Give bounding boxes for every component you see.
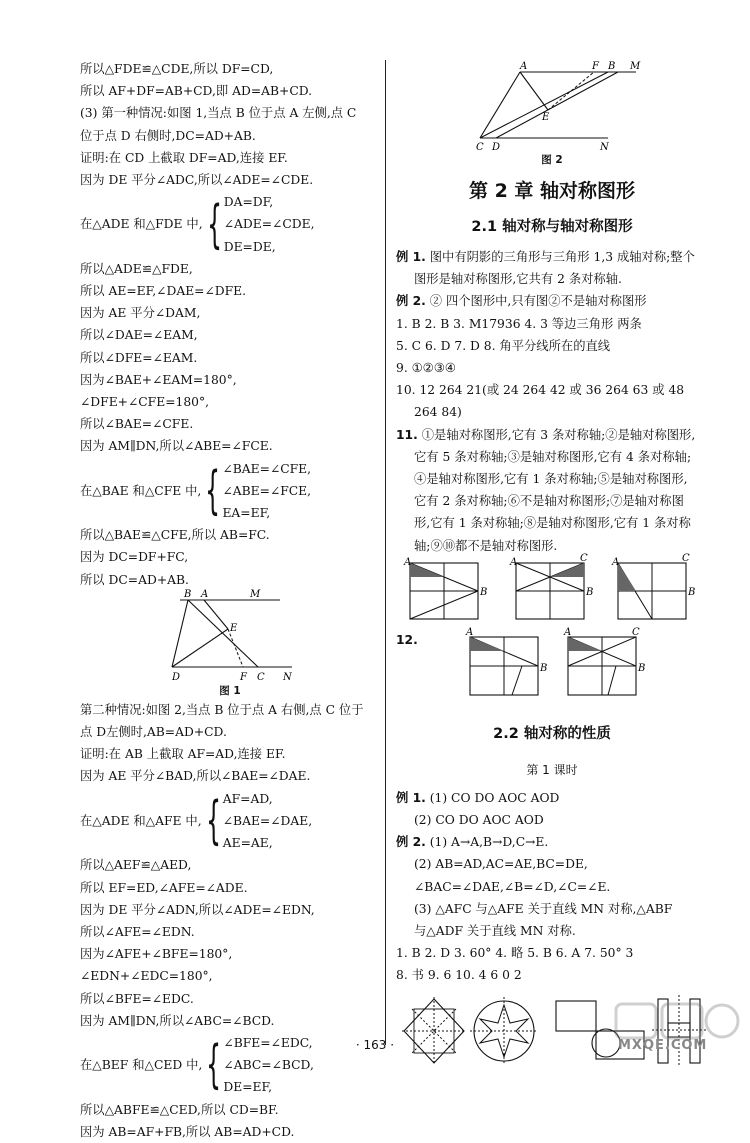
point-label: A [612, 556, 620, 568]
condition-item: DE=DE, [223, 239, 276, 254]
condition-item: ∠BFE=∠EDC, [223, 1035, 313, 1050]
text-line: (2) AB=AD,AC=AE,BC=DE, [414, 857, 588, 872]
column-divider [385, 60, 386, 1045]
square-diagram [465, 627, 547, 695]
text-line: 位于点 D 右侧时,DC=AD+AB. [80, 128, 256, 143]
condition-item: ∠BAE=∠DAE, [222, 813, 313, 828]
text-line: 所以 DC=AD+AB. [80, 572, 189, 587]
answer-label: 12. [396, 632, 418, 647]
text-line: (1) A→A,B→D,C→E. [429, 835, 549, 850]
point-label: A [563, 626, 572, 638]
text-line: 证明:在 CD 上截取 DF=AD,连接 EF. [80, 150, 288, 165]
condition-intro: 在△BEF 和△CED 中, [80, 1058, 203, 1073]
text-line: ∠DFE+∠CFE=180°, [80, 395, 210, 410]
text-line: ∠BAC=∠DAE,∠B=∠D,∠C=∠E. [414, 879, 611, 894]
figure-1 [80, 588, 380, 683]
text-line: (1) CO DO AOC AOD [429, 790, 560, 805]
section-title: 2.1 轴对称与轴对称图形 [471, 219, 633, 235]
point-label: B [586, 586, 594, 598]
text-line: 轴;⑨⑩都不是轴对称图形. [414, 538, 558, 553]
text-line: 所以△AEF≌△AED, [80, 858, 192, 873]
text-line: 形,它有 1 条对称轴;⑧是轴对称图形,它有 1 条对称 [414, 516, 691, 531]
text-line: (2) CO DO AOC AOD [414, 813, 544, 828]
text-line: 所以△ABFE≌△CED,所以 CD=BF. [80, 1102, 279, 1117]
text-line: 证明:在 AB 上截取 AF=AD,连接 EF. [80, 747, 286, 762]
text-line: 所以∠DAE=∠EAM, [80, 328, 198, 343]
point-label: F [592, 61, 599, 72]
condition-item: EA=EF, [222, 506, 271, 521]
text-line: 所以△BAE≌△CFE,所以 AB=FC. [80, 528, 270, 543]
point-label: C [476, 142, 484, 153]
watermark-text: MXQE.COM [618, 1038, 708, 1053]
text-line: 第二种情况:如图 2,当点 B 位于点 A 右侧,点 C 位于 [80, 702, 364, 717]
condition-intro: 在△ADE 和△AFE 中, [80, 813, 202, 828]
point-label: A [510, 556, 518, 568]
brace-icon: { [206, 194, 222, 255]
point-label: F [240, 671, 247, 683]
point-label: B [608, 61, 616, 72]
condition-group [80, 458, 380, 525]
condition-item: ∠BAE=∠CFE, [222, 461, 312, 476]
point-label: B [688, 586, 696, 598]
brace-icon: { [206, 1035, 222, 1096]
text-line: 所以 EF=ED,∠AFE=∠ADE. [80, 880, 248, 895]
condition-group [80, 191, 380, 258]
example-label: 例 2. [396, 294, 426, 309]
figure-caption: 图 1 [219, 684, 241, 697]
text-line: 因为 AE 平分∠BAD,所以∠BAE=∠DAE. [80, 769, 311, 784]
diamond-figure [402, 997, 466, 1065]
answer-line: 264 84) [414, 405, 462, 420]
square-diagram [563, 627, 645, 695]
text-line: 因为 DE 平分∠ADC,所以∠ADE=∠CDE. [80, 173, 314, 188]
right-column [396, 60, 708, 1069]
text-line: 因为 DE 平分∠ADN,所以∠ADE=∠EDN, [80, 902, 315, 917]
point-label: C [631, 626, 640, 638]
answer-line: 1. B 2. D 3. 60° 4. 略 5. B 6. A 7. 50° 3 [396, 946, 634, 961]
point-label: C [580, 552, 588, 564]
text-line: 因为 DC=DF+FC, [80, 550, 189, 565]
point-label: E [230, 622, 238, 634]
text-line: ④是轴对称图形,它有 1 条对称轴;⑤是轴对称图形, [414, 472, 688, 487]
condition-item: ∠ADE=∠CDE, [223, 217, 315, 232]
figure-2 [396, 60, 708, 153]
text-line: 与△ADF 关于直线 MN 对称. [414, 924, 576, 939]
text-line: 因为∠AFE+∠BFE=180°, [80, 947, 233, 962]
text-line: ①是轴对称图形,它有 3 条对称轴;②是轴对称图形, [421, 427, 696, 442]
point-label: E [542, 112, 550, 123]
condition-item: DA=DF, [223, 195, 274, 210]
text-line: 因为 AM∥DN,所以∠ABC=∠BCD. [80, 1013, 275, 1028]
condition-intro: 在△BAE 和△CFE 中, [80, 483, 202, 498]
point-label: B [539, 662, 548, 674]
square-diagram [403, 557, 487, 619]
answer-12-row [396, 626, 708, 705]
page-number: · 163 · [355, 1038, 395, 1052]
condition-intro: 在△ADE 和△FDE 中, [80, 217, 203, 232]
point-label: B [184, 588, 192, 600]
condition-item: AF=AD, [222, 791, 273, 806]
condition-item: ∠ABE=∠FCE, [222, 483, 312, 498]
point-label: M [250, 588, 261, 600]
point-label: A [201, 588, 209, 600]
point-label: B [480, 586, 488, 598]
text-line: 图形是轴对称图形,它共有 2 条对称轴. [414, 272, 622, 287]
brace-icon: { [205, 790, 221, 851]
text-line: 所以△FDE≌△CDE,所以 DF=CD, [80, 62, 274, 76]
text-line: ∠EDN+∠EDC=180°, [80, 969, 213, 984]
point-label: B [637, 662, 646, 674]
point-label: C [257, 671, 265, 683]
condition-item: AE=AE, [222, 836, 273, 851]
condition-group [80, 788, 380, 855]
condition-item: ∠ABC=∠BCD, [223, 1058, 314, 1073]
chapter-title: 第 2 章 轴对称图形 [468, 180, 636, 202]
text-line: 所以∠BFE=∠EDC. [80, 991, 194, 1006]
example-label: 例 1. [396, 790, 426, 805]
square-diagram [509, 553, 593, 619]
text-line: 它有 5 条对称轴;③是轴对称图形,它有 4 条对称轴; [414, 449, 692, 464]
point-label: N [283, 671, 292, 683]
figure-caption: 图 2 [541, 154, 563, 166]
text-line: 点 D左侧时,AB=AD+CD. [80, 725, 227, 740]
star-circle-figure [470, 997, 538, 1065]
example-label: 例 1. [396, 250, 426, 264]
brace-icon: { [205, 460, 221, 521]
squares-figure [418, 626, 698, 705]
squares-figure [396, 552, 708, 629]
point-label: A [404, 556, 412, 568]
example-label: 例 2. [396, 835, 426, 850]
condition-item: DE=EF, [223, 1080, 273, 1095]
left-column [80, 58, 380, 1143]
text-line: 因为 AB=AF+FB,所以 AB=AD+CD. [80, 1124, 295, 1139]
text-line: 所以△ADE≌△FDE, [80, 261, 193, 276]
text-line: 所以∠AFE=∠EDN. [80, 924, 195, 939]
answer-line: 8. 书 9. 6 10. 4 6 0 2 [396, 968, 522, 983]
point-label: M [630, 61, 641, 72]
text-line: 它有 2 条对称轴;⑥不是轴对称图形;⑦是轴对称图 [414, 494, 684, 509]
point-label: D [172, 671, 181, 683]
point-label: C [682, 552, 690, 564]
text-line: 所以 AF+DF=AB+CD,即 AD=AB+CD. [80, 84, 313, 99]
text-line: 因为∠BAE+∠EAM=180°, [80, 372, 237, 387]
point-label: N [600, 142, 609, 153]
text-line: ② 四个图形中,只有图②不是轴对称图形 [429, 294, 647, 309]
lesson-title: 第 1 课时 [526, 762, 578, 777]
point-label: D [492, 142, 501, 153]
point-label: A [465, 626, 474, 638]
text-line: 所以∠DFE=∠EAM. [80, 350, 198, 365]
section-title: 2.2 轴对称的性质 [493, 725, 611, 742]
answer-label: 11. [396, 427, 418, 442]
answer-line: 1. B 2. B 3. M17936 4. 3 等边三角形 两条 [396, 316, 642, 331]
answer-line: 5. C 6. D 7. D 8. 角平分线所在的直线 [396, 338, 611, 353]
answer-line: 10. 12 264 21(或 24 264 42 或 36 264 63 或 48 [396, 383, 685, 398]
text-line: 因为 AM∥DN,所以∠ABE=∠FCE. [80, 439, 273, 454]
text-line: 所以 AE=EF,∠DAE=∠DFE. [80, 284, 247, 299]
answer-line: 9. ①②③④ [396, 361, 456, 376]
text-line: (3) △AFC 与△AFE 关于直线 MN 对称,△ABF [414, 901, 673, 916]
text-line: 因为 AE 平分∠DAM, [80, 306, 201, 321]
text-line: 图中有阴影的三角形与三角形 1,3 成轴对称;整个 [429, 250, 695, 264]
square-diagram [611, 553, 695, 619]
point-label: A [520, 61, 528, 72]
text-line: 所以∠BAE=∠CFE. [80, 417, 194, 432]
text-line: (3) 第一种情况:如图 1,当点 B 位于点 A 左侧,点 C [80, 106, 357, 121]
